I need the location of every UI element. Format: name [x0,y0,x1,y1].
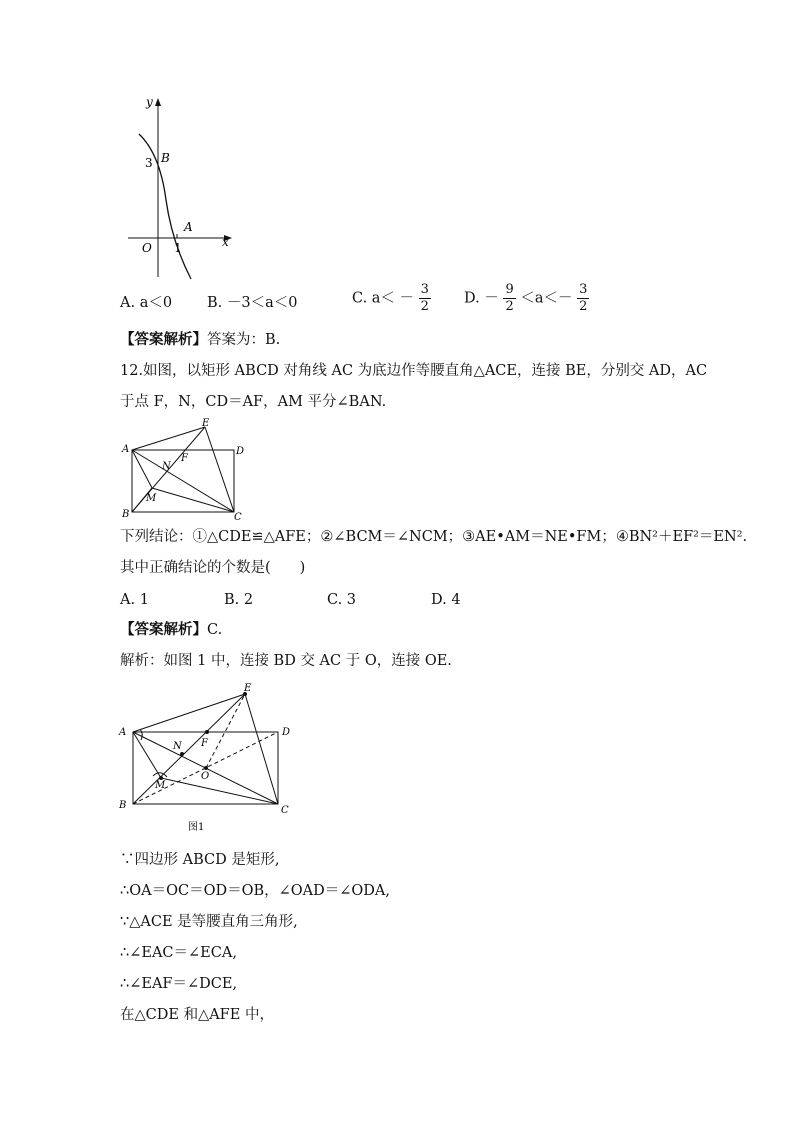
fig1-label-A: A [119,727,127,738]
fig1-caption: 图1 [188,822,205,833]
figure-12 [118,418,248,520]
proof-line-3: ∵△ACE 是等腰直角三角形, [120,914,298,930]
fig12-label-N: N [162,461,171,472]
fig1-label-N: N [173,741,182,752]
option-12-b: B. 2 [224,592,254,608]
options-row-12 [120,590,520,610]
function-graph [118,92,248,282]
fig12-label-F: F [181,453,188,464]
graph-label-O: O [142,241,152,255]
graph-label-y: y [146,95,153,109]
fig12-label-A: A [122,444,130,455]
graph-label-A: A [184,220,193,234]
option-12-a: A. 1 [120,592,149,608]
proof-line-4: ∴∠EAC＝∠ECA, [120,945,237,961]
conclusions-line2: 其中正确结论的个数是( ) [120,560,306,576]
option-11-d: D. － $\frac{9}{2}$ ＜a＜－ $\frac{3}{2}$ [464,282,588,314]
fig12-label-E: E [202,418,210,429]
fig1-label-D: D [282,727,291,738]
option-12-d: D. 4 [431,592,461,608]
graph-label-x: x [222,235,229,249]
analysis-intro: 解析：如图 1 中，连接 BD 交 AC 于 O，连接 OE. [120,653,452,669]
proof-line-2: ∴OA＝OC＝OD＝OB，∠OAD＝∠ODA, [120,883,390,899]
fig1-label-E: E [244,683,252,694]
question-12-line1: 12.如图，以矩形 ABCD 对角线 AC 为底边作等腰直角△ACE，连接 BE，分别交 AD，AC [120,363,708,379]
fig12-label-C: C [234,512,242,520]
option-11-c: C. a＜ － $\frac{3}{2}$ [352,282,429,314]
option-11-b: B. －3＜a＜0 [207,295,298,311]
fig1-label-O: O [201,771,210,782]
answer-11: 【答案解析】答案为：B. [120,331,281,348]
option-11-a: A. a＜0 [120,295,173,311]
graph-label-B: B [161,151,170,165]
proof-line-5: ∴∠EAF＝∠DCE, [120,976,238,992]
graph-label-3: 3 [145,156,153,170]
figure-1 [115,680,300,835]
conclusions-line1: 下列结论：①△CDE≌△AFE；②∠BCM＝∠NCM；③AE•AM＝NE•FM；④BN²＋EF²＝EN². [120,529,748,545]
fig12-label-D: D [236,446,245,457]
question-12-line2: 于点 F，N，CD＝AF，AM 平分∠BAN. [120,394,387,410]
graph-label-1: 1 [174,241,182,255]
option-12-c: C. 3 [327,592,357,608]
fig12-label-M: M [146,493,157,504]
proof-line-6: 在△CDE 和△AFE 中， [120,1007,274,1023]
fig1-label-C: C [281,805,289,816]
answer-12: 【答案解析】C. [120,621,223,638]
fig1-label-F: F [201,738,208,749]
fig1-label-M: M [155,780,166,791]
y-axis-arrow [155,98,161,106]
fig12-label-B: B [122,509,130,520]
proof-line-1: ∵四边形 ABCD 是矩形, [120,852,280,868]
fig1-label-B: B [119,800,127,811]
